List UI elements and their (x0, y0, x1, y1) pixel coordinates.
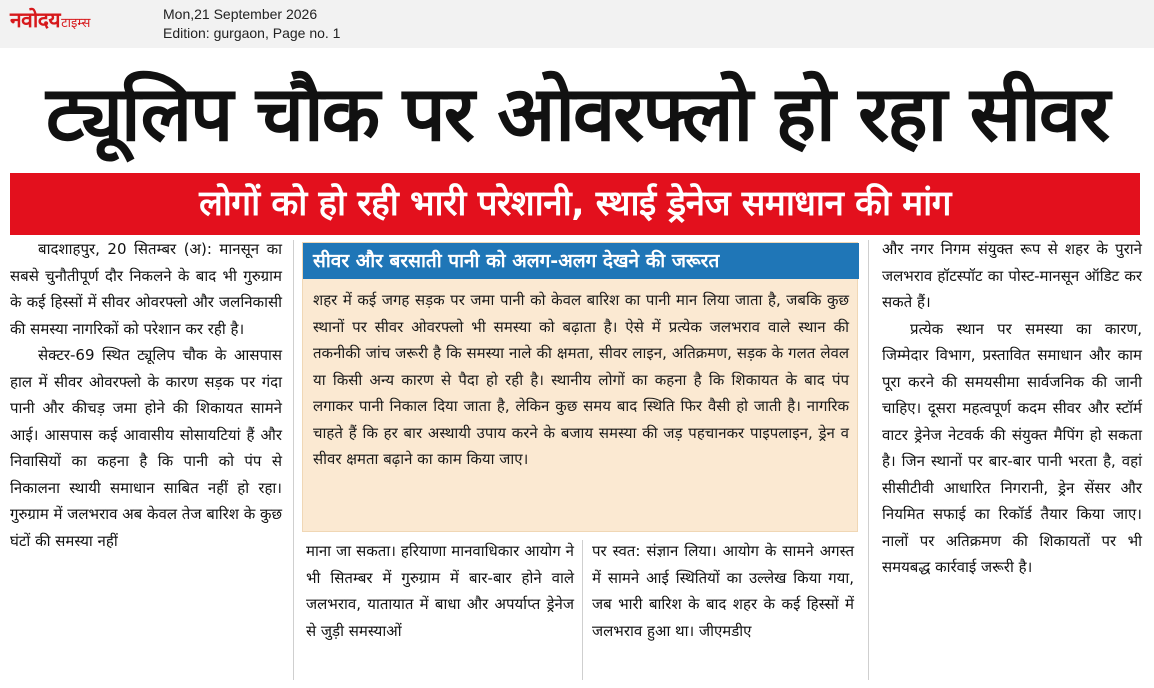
highlight-box-title: सीवर और बरसाती पानी को अलग-अलग देखने की जरूरत (303, 243, 859, 279)
highlight-box (302, 242, 858, 532)
paragraph: प्रत्येक स्थान पर समस्या का कारण, जिम्मेदार विभाग, प्रस्तावित समाधान और काम पूरा करने की समयसीमा सार्वजनिक की जानी चाहिए। दूसरा महत्वपूर्ण कदम सीवर और स्टॉर्म वाटर ड्रेनेज नेटवर्क की संयुक्त मैपिंग हो सकता है। जिन स्थानों पर बार-बार पानी भरता है, वहां सीसीटीवी आधारित निगरानी, ड्रेन सेंसर और नियमित सफाई का रिकॉर्ड तैयार किया जाए। नालों पर अतिक्रमण की शिकायतों पर भी समयबद्ध कार्रवाई जरूरी है। (882, 319, 1142, 576)
edition-info (163, 5, 340, 43)
column-mid-1: माना जा सकता। हरियाणा मानवाधिकार आयोग ने भी सितम्बर में गुरुग्राम में बार-बार होने वाले जलभराव, यातायात में बाधा और अपर्याप्त ड्रेनेज से जुड़ी समस्याओं (306, 542, 574, 640)
column-divider (582, 540, 583, 680)
article-subheadline: लोगों को हो रही भारी परेशानी, स्थाई ड्रेनेज समाधान की मांग (10, 173, 1140, 235)
issue-date: Mon,21 September 2026 (163, 6, 318, 22)
paragraph: और नगर निगम संयुक्त रूप से शहर के पुराने जलभराव हॉटस्पॉट का पोस्ट-मानसून ऑडिट कर सकते हैं। (882, 240, 1142, 311)
newspaper-logo[interactable] (10, 6, 90, 36)
paragraph: सेक्टर-69 स्थित ट्यूलिप चौक के आसपास हाल में सीवर ओवरफ्लो के कारण सड़क पर गंदा पानी और कीचड़ जमा होने की शिकायत सामने आई। आसपास कई आवासीय सोसायटियां हैं और निवासियों का कहना है कि पानी को पंप से निकालना स्थायी समाधान साबित नहीं हो रहा। गुरुग्राम में जलभराव अब केवल तेज बारिश के कुछ घंटों की समस्या नहीं (10, 346, 283, 550)
column-divider (868, 240, 869, 680)
column-divider (293, 240, 294, 680)
edition-page: Edition: gurgaon, Page no. 1 (163, 25, 341, 41)
column-left (10, 236, 282, 554)
highlight-box-body: शहर में कई जगह सड़क पर जमा पानी को केवल बारिश का पानी मान लिया जाता है, जबकि कुछ स्थानों पर सीवर ओवरफ्लो भी समस्या को बढ़ाता है। ऐसे में प्रत्येक जलभराव वाले स्थान की तकनीकी जांच जरूरी है कि समस्या नाले की क्षमता, सीवर लाइन, अतिक्रमण, सड़क के गलत लेवल या किसी अन्य कारण से पैदा हो रही है। स्थानीय लोगों का कहना है कि शिकायत के बाद पंप लगाकर पानी निकाल दिया जाता है, लेकिन कुछ समय बाद स्थिति फिर वैसी हो जाती है। नागरिक चाहते हैं कि हर बार अस्थायी उपाय करने के बजाय समस्या की जड़ पहचानकर पाइपलाइन, ड्रेन व सीवर क्षमता बढ़ाने का काम किया जाए। (313, 291, 849, 468)
column-right (882, 236, 1142, 581)
logo-main-text: नवोदय (10, 8, 61, 32)
paragraph: बादशाहपुर, 20 सितम्बर (अ): मानसून का सबसे चुनौतीपूर्ण दौर निकलने के बाद भी गुरुग्राम के कई हिस्सों में सीवर ओवरफ्लो और जलनिकासी की समस्या नागरिकों को परेशान कर रही है। (10, 240, 282, 338)
logo-sub-text: टाइम्स (61, 16, 91, 31)
masthead-bar (0, 0, 1154, 48)
column-mid-2: पर स्वत: संज्ञान लिया। आयोग के सामने अगस्त में सामने आई स्थितियों का उल्लेख किया गया, जब भारी बारिश के बाद शहर के कई हिस्सों में जलभराव हुआ था। जीएमडीए (592, 542, 854, 640)
article-headline: ट्यूलिप चौक पर ओवरफ्लो हो रहा सीवर (45, 69, 1109, 158)
